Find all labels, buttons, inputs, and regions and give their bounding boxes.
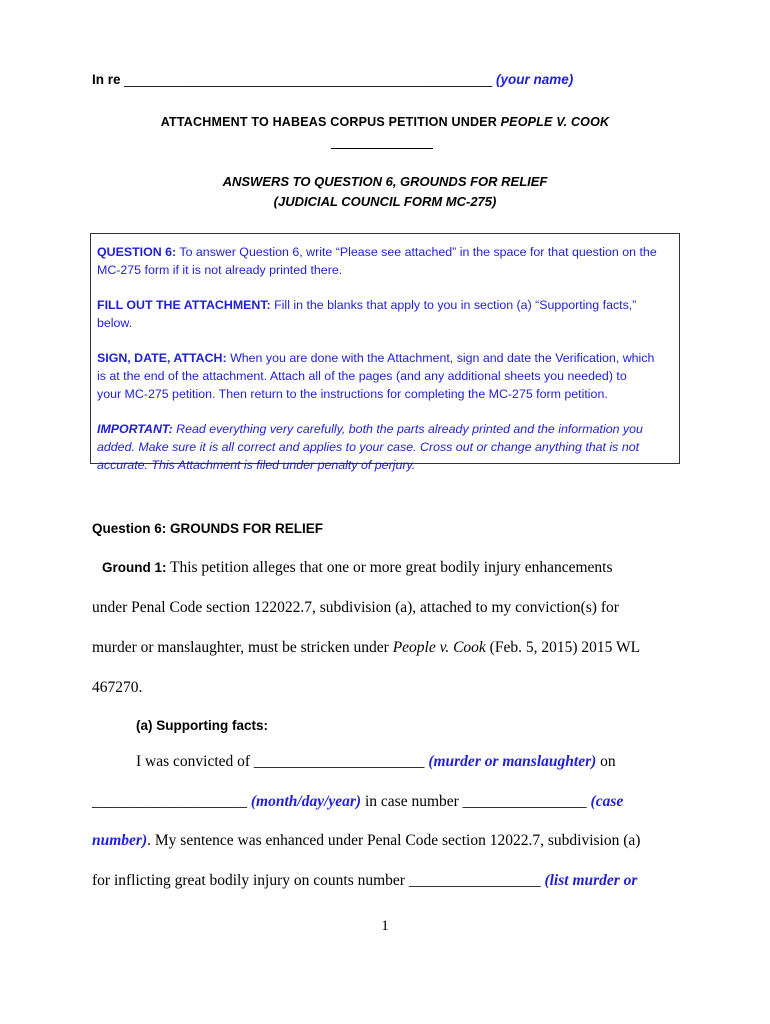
instruction-question6 (97, 243, 673, 279)
important-text-2: added. Make sure it is all correct and applies to your case. Cross out or change anything that is not (97, 440, 640, 454)
attachment-title (0, 115, 770, 129)
case-number-hint-end: number) (92, 832, 148, 849)
ground1-line-3-date: (Feb. 5, 2015) 2015 WL (485, 639, 641, 656)
date-blank[interactable]: ____________________ (92, 793, 251, 810)
important-text-1: Read everything very carefully, both the parts already printed and the information you (172, 422, 643, 436)
in-re-line (92, 72, 573, 87)
supporting-line-1-end: on (596, 753, 616, 770)
attachment-title-prefix: ATTACHMENT TO HABEAS CORPUS PETITION UNDER (160, 115, 497, 129)
fill-label: FILL OUT THE ATTACHMENT: (97, 298, 271, 312)
case-number-blank[interactable]: in case number ________________ (361, 793, 591, 810)
supporting-facts-label: (a) Supporting facts: (136, 718, 268, 733)
supporting-line-4 (92, 872, 637, 890)
answers-title: ANSWERS TO QUESTION 6, GROUNDS FOR RELIEF (222, 174, 548, 189)
case-citation: People v. Cook (392, 639, 486, 656)
sign-label: SIGN, DATE, ATTACH: (97, 351, 227, 365)
your-name-hint: (your name) (495, 72, 574, 87)
ground1-line-3-text: murder or manslaughter, must be stricken under (92, 639, 393, 656)
ground1-line-4: 467270. (92, 679, 143, 696)
instruction-box (90, 233, 680, 472)
title-divider (331, 148, 433, 149)
instruction-fill (97, 296, 673, 332)
conviction-blank[interactable]: I was convicted of ______________________ (136, 753, 429, 770)
sign-text-1: When you are done with the Attachment, sign and date the Verification, which (226, 351, 655, 365)
counts-blank[interactable]: for inflicting great bodily injury on counts number _________________ (92, 872, 545, 889)
sign-text-3: your MC-275 petition. Then return to the instructions for completing the MC-275 form petition. (97, 387, 608, 401)
sign-text-2: is at the end of the attachment. Attach all of the pages (and any additional sheets you needed) to (97, 369, 627, 383)
important-label: IMPORTANT: (97, 422, 173, 436)
supporting-line-3 (92, 832, 640, 850)
instruction-sign (97, 349, 673, 403)
attachment-title-case: PEOPLE V. COOK (500, 115, 610, 129)
instruction-important (97, 420, 673, 474)
fill-text: Fill in the blanks that apply to you in section (a) “Supporting facts,” below. (97, 298, 637, 330)
ground1-line-3 (92, 639, 640, 657)
supporting-line-2 (92, 793, 623, 811)
case-number-hint-start: (case (590, 793, 624, 810)
supporting-line-3-text: . My sentence was enhanced under Penal Code section 12022.7, subdivision (a) (147, 832, 641, 849)
supporting-line-1 (136, 753, 616, 771)
question6-text-2: MC-275 form if it is not already printed there. (97, 263, 343, 277)
question6-heading: Question 6: GROUNDS FOR RELIEF (92, 521, 324, 536)
question6-label: QUESTION 6: (97, 245, 177, 259)
in-re-label: In re (92, 72, 121, 87)
name-blank[interactable]: _________________________________________________ (124, 72, 493, 87)
ground1-line-2: under Penal Code section 122022.7, subdivision (a), attached to my conviction(s) for (92, 599, 619, 616)
form-subtitle: (JUDICIAL COUNCIL FORM MC-275) (273, 194, 497, 209)
important-text-3: accurate. This Attachment is filed under penalty of perjury. (97, 458, 416, 472)
ground1-line-1: This petition alleges that one or more great bodily injury enhancements (170, 559, 613, 576)
ground1-label: Ground 1: (102, 560, 167, 575)
conviction-hint: (murder or manslaughter) (428, 753, 597, 770)
date-hint: (month/day/year) (250, 793, 362, 810)
page-number: 1 (381, 918, 389, 934)
counts-hint: (list murder or (544, 872, 638, 889)
question6-text-1: To answer Question 6, write “Please see attached” in the space for that question on the (176, 245, 657, 259)
